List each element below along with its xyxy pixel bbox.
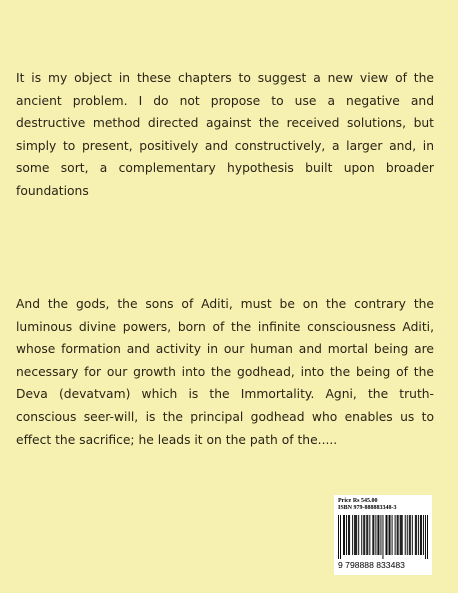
barcode-bar [389,515,390,555]
barcode-bar [343,515,344,555]
barcode-bar [380,515,381,555]
barcode-bar [373,515,374,555]
barcode-bar [421,515,422,555]
barcode-bar [395,515,396,555]
barcode-digits: 9 798888 833483 [338,560,405,570]
barcode-bar [358,515,359,555]
barcode-bar [402,515,403,555]
barcode-bar [367,515,368,555]
barcode-bar [416,515,417,555]
barcode-bars [338,515,428,559]
barcode-bar [418,515,419,555]
barcode-bar [407,515,408,555]
barcode-bar [377,515,378,555]
barcode-bar [356,515,357,555]
barcode-bar [392,515,393,555]
barcode-bar [387,515,388,555]
barcode-bar [363,515,364,555]
barcode-bar [401,515,402,555]
barcode-bar [425,515,426,559]
barcode-bar [397,515,398,555]
isbn-text: ISBN 979-888883348-3 [338,505,397,511]
barcode-bar [423,515,424,555]
barcode-bar [398,515,399,555]
barcode-bar [427,515,428,559]
price-text: Price Rs 545.00 [338,498,378,504]
barcode-bar [366,515,367,555]
barcode-bar [361,515,362,555]
barcode-bar [412,515,413,555]
paragraph-intro: It is my object in these chapters to suggest a new view of the ancient problem. I do not propose to use a negative and destructive method directed against the received solutions, but simply to present, positively and constructively, a larger and, in some sort, a complementary hypothesis built upon broader foundations [16,71,434,198]
barcode-bar [415,515,416,555]
barcode-bar [364,515,365,555]
barcode-bar [375,515,376,555]
barcode-bar [340,515,341,559]
barcode-bar [352,515,353,555]
barcode-bar [344,515,345,555]
barcode-bar [349,515,350,555]
barcode-bar [386,515,387,555]
barcode-bar [372,515,373,555]
paragraph-gods-aditi: And the gods, the sons of Aditi, must be on the contrary the luminous divine powers, born of the infinite consciousness Aditi, whose formation and activity in our human and mortal being are necessary for our growth into the godhead, into the being of the Deva (devatvam) which is the Immortality. Agni, the truth-conscious seer-will, is the principal godhead who enables us to effect the sacrifice; he leads it on the path of the..... [16,297,434,447]
barcode-bar [378,515,379,555]
barcode-bar [355,515,356,555]
barcode-bar [348,515,349,555]
barcode-bar [405,515,406,555]
barcode-bar [410,515,411,555]
barcode-bar [420,515,421,555]
barcode-bar [354,515,355,555]
barcode-bar [390,515,391,555]
barcode-bar [346,515,347,555]
barcode-bar [369,515,370,555]
barcode-bar [382,515,383,559]
barcode-bar [409,515,410,555]
barcode-bar [338,515,339,559]
barcode-bar [400,515,401,555]
barcode-label [334,495,432,575]
